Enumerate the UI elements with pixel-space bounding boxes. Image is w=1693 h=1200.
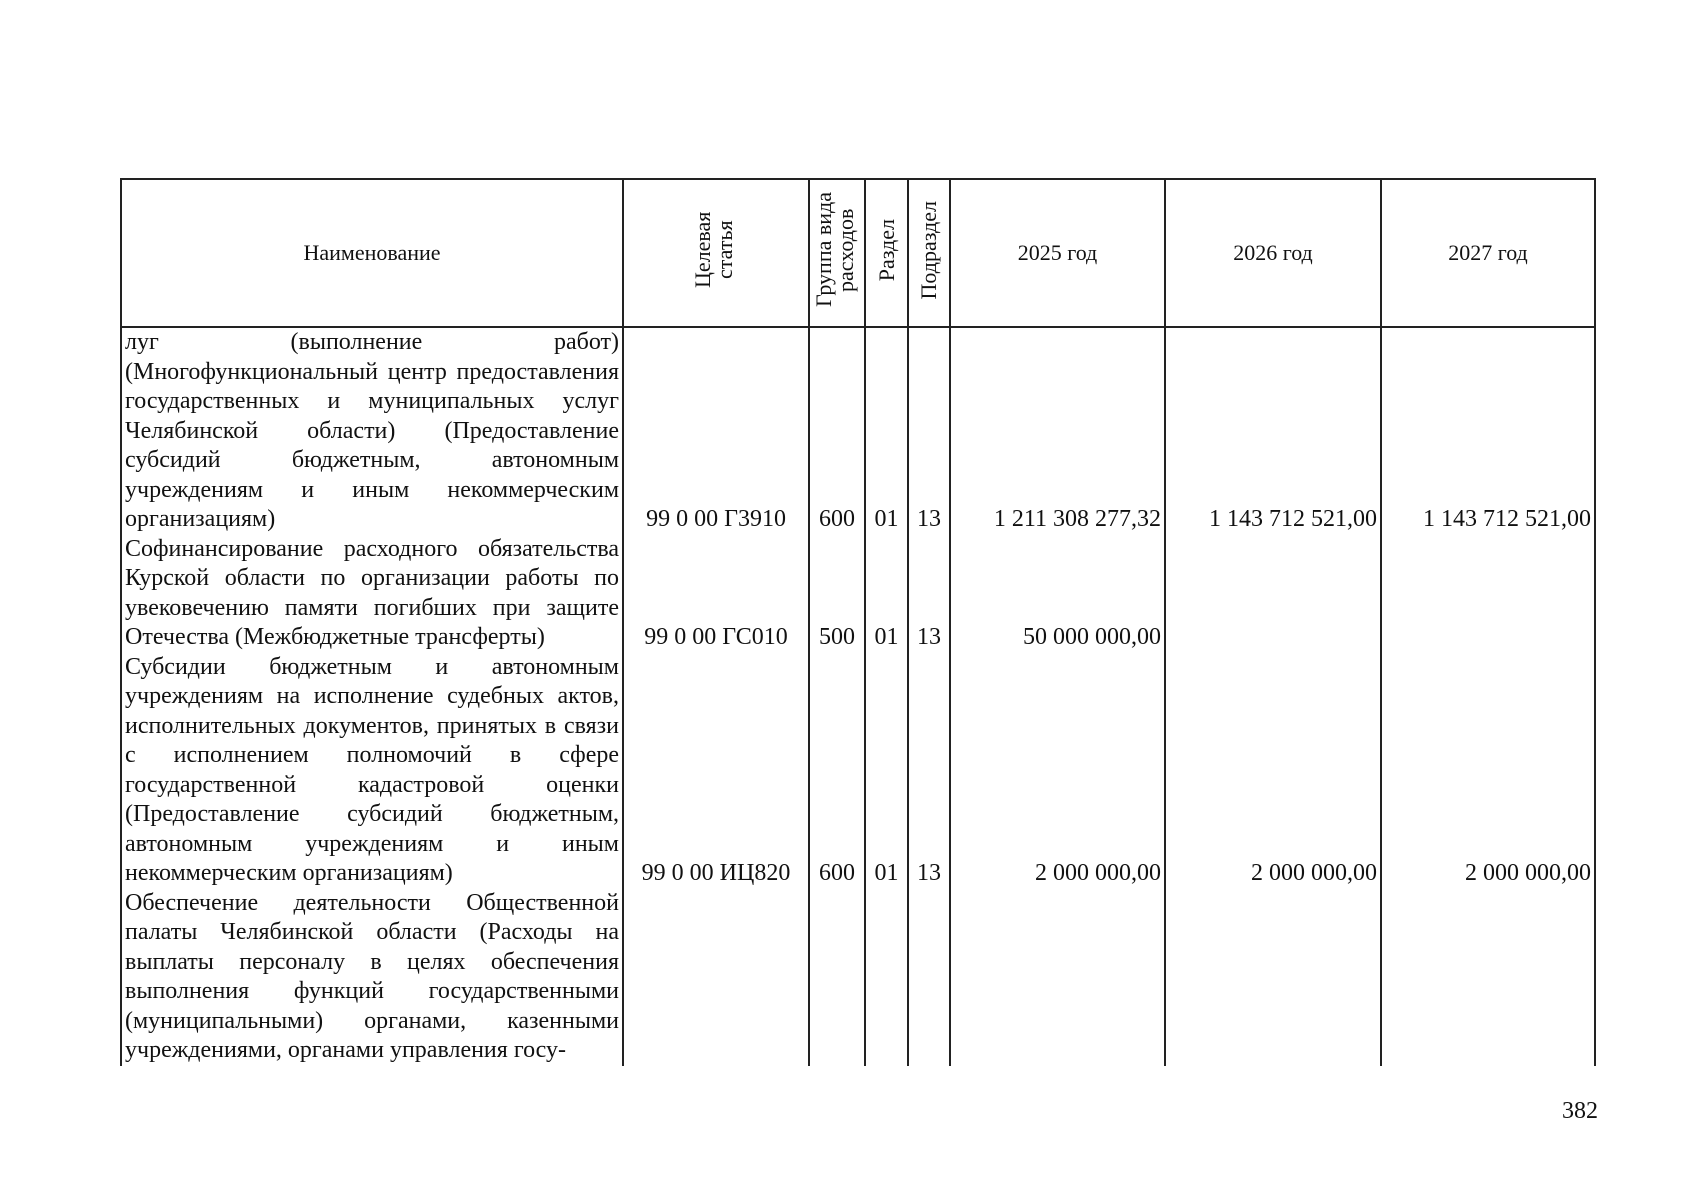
row-year-2026 [1165, 535, 1381, 653]
row-year-2027 [1381, 535, 1595, 653]
header-year-2025: 2025 год [950, 179, 1165, 327]
row-year-2026: 2 000 000,00 [1165, 653, 1381, 889]
row-section: 01 [865, 653, 908, 889]
row-subsection: 13 [908, 327, 950, 535]
row-year-2026: 1 143 712 521,00 [1165, 327, 1381, 535]
row-expense-group: 500 [809, 535, 865, 653]
row-subsection: 13 [908, 653, 950, 889]
header-name: Наименование [121, 179, 623, 327]
table-row [121, 327, 1595, 535]
page-number: 382 [1562, 1098, 1598, 1124]
row-year-2027: 2 000 000,00 [1381, 653, 1595, 889]
header-subsection-text: Подраздел [916, 200, 941, 300]
row-target-article [623, 889, 809, 1066]
row-year-2026 [1165, 889, 1381, 1066]
row-target-article: 99 0 00 ИЦ820 [623, 653, 809, 889]
row-year-2027 [1381, 889, 1595, 1066]
header-subsection [908, 179, 950, 327]
row-subsection: 13 [908, 535, 950, 653]
row-name: Субсидии бюджетным и автономным учреждениям на исполнение судебных актов, исполнительных документов, принятых в связи с исполнением полномочий в сфере государственной кадастровой оценки (Предоставление субсидий бюджетным, автономным учреждениям и иным некоммерческим организациям) [121, 653, 623, 889]
row-expense-group: 600 [809, 653, 865, 889]
row-expense-group: 600 [809, 327, 865, 535]
row-name: Обеспечение деятельности Общественной палаты Челябинской области (Расходы на выплаты персоналу в целях обеспечения выполнения функций государственными (муниципальными) органами, казенными учреждениями, органами управления госу- [121, 889, 623, 1066]
header-section-text: Раздел [873, 218, 899, 282]
header-target-article-text: Целевая статья [690, 211, 737, 289]
row-subsection [908, 889, 950, 1066]
row-target-article: 99 0 00 Г3910 [623, 327, 809, 535]
row-year-2025 [950, 889, 1165, 1066]
row-year-2025: 50 000 000,00 [950, 535, 1165, 653]
budget-table [120, 178, 1596, 1066]
header-expense-group-text: Группа вида расходов [811, 192, 858, 308]
row-section: 01 [865, 535, 908, 653]
table-row [121, 653, 1595, 889]
table-header-row [121, 179, 1595, 327]
row-name: луг (выполнение работ) (Многофункциональный центр предоставления государственных и муниципальных услуг Челябинской области) (Предоставление субсидий бюджетным, автономным учреждениям и иным некоммерческим организациям) [121, 327, 623, 535]
table-row [121, 889, 1595, 1066]
row-expense-group [809, 889, 865, 1066]
row-year-2025: 1 211 308 277,32 [950, 327, 1165, 535]
header-expense-group [809, 179, 865, 327]
row-section: 01 [865, 327, 908, 535]
header-year-2026: 2026 год [1165, 179, 1381, 327]
header-target-article [623, 179, 809, 327]
header-year-2027: 2027 год [1381, 179, 1595, 327]
row-name: Софинансирование расходного обязательства Курской области по организации работы по увековечению памяти погибших при защите Отечества (Межбюджетные трансферты) [121, 535, 623, 653]
header-section [865, 179, 908, 327]
row-year-2027: 1 143 712 521,00 [1381, 327, 1595, 535]
row-year-2025: 2 000 000,00 [950, 653, 1165, 889]
table-row [121, 535, 1595, 653]
row-section [865, 889, 908, 1066]
row-target-article: 99 0 00 ГС010 [623, 535, 809, 653]
